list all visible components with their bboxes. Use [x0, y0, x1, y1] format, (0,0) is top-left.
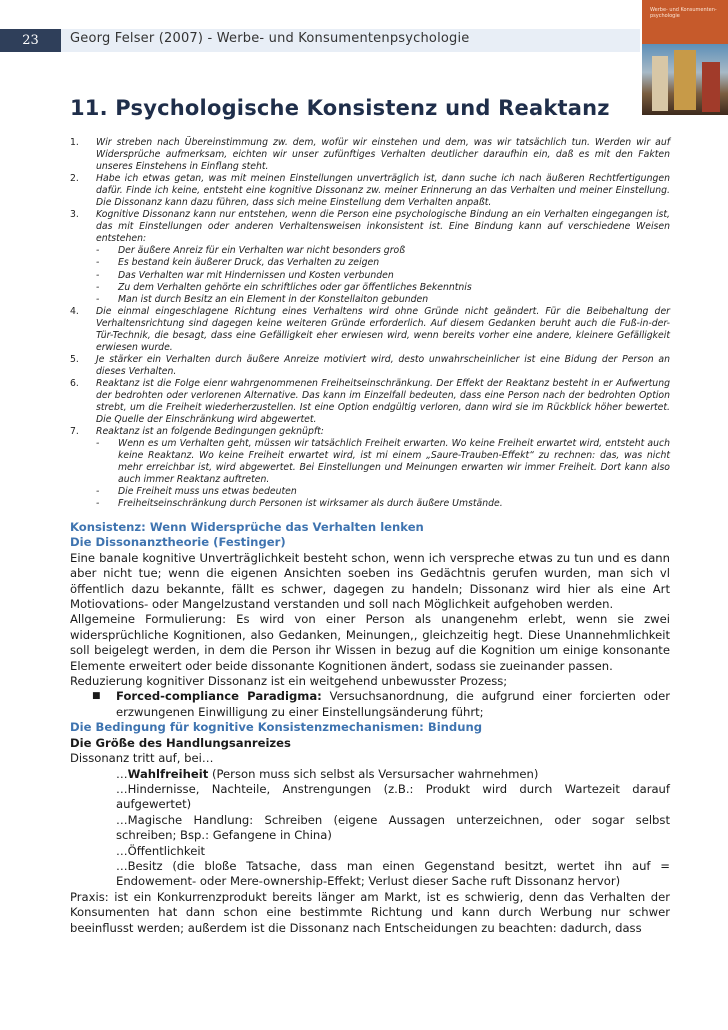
bullet-item: ■ Forced-compliance Paradigma: Versuchsanordnung, die aufgrund einer forcierten oder erzwungenen Einwilligung zu einer Einstellungsänderung führt;	[92, 689, 671, 719]
sub-item: - Der äußere Anreiz für ein Verhalten war nicht besonders groß	[96, 245, 406, 257]
paragraph: Praxis: ist ein Konkurrenzprodukt bereits länger am Markt, ist es schwierig, denn das Verhalten der Konsumenten hat dann schon eine bestimmte Richtung und kann durch Werbung nur schwer beeinflusst werden; außerdem ist die Dissonanz nach Entscheidungen zu beachten: dadurch, dass	[70, 889, 670, 935]
list-item: 3. Kognitive Dissonanz kann nur entstehen, wenn die Person eine psychologische Bindung an ein Verhalten eingegangen ist, das mit Einstellungen oder anderen Verhaltensweisen inkonsistent ist. Eine Bindung kann auf verschiedene Weisen entstehen: - Der äußere Anreiz für ein Verhalten war nicht besonders groß - Es bestand kein äußerer Druck, das Verhalten zu zeigen - Das Verhalten war mit Hindernissen und Kosten verbunden - Zu dem Verhalten gehörte ein schriftliches oder gar öffentliches Bekenntnis - Man ist durch Besitz an ein Element in der Konstellaiton gebunden	[70, 209, 670, 305]
indented-item: …Öffentlichkeit	[116, 843, 206, 858]
sub-item: - Man ist durch Besitz an ein Element in der Konstellaiton gebunden	[96, 293, 429, 305]
list-item: 6. Reaktanz ist die Folge eienr wahrgenommenen Freiheitseinschränkung. Der Effekt der Reaktanz besteht in er Aufwertung der bedrohten oder verlorenen Alternative. Das kann im Einzelfall bedeuten, dass eine Person nach der bedrohten Option strebt, um die Freiheit wiederherzustellen. Ist eine Option endgültig verloren, dann wird sie im Rückblick höher bewertet. Die Quelle der Einschränkung wird abgewertet.	[70, 377, 670, 426]
list-item: 4. Die einmal eingeschlagene Richtung eines Verhaltens wird ohne Gründe nicht geändert. Für die Beibehaltung der Verhaltensrichtung sind dagegen keine weiteren Gründe erforderlich. Auf diesem Gedanken beruht auch die Fuß-in-der-Tür-Technik, die besagt, dass eine Gefälligkeit eher erwiesen wird, wenn bereits vorher eine andere, kleinere Gefälligkeit erwiesen wurde.	[70, 305, 670, 353]
list-item: 2. Habe ich etwas getan, was mit meinen Einstellungen unverträglich ist, dann suche ich nach äußeren Rechtfertigungen dafür. Finde ich keine, entsteht eine kognitive Dissonanz zw. meiner Erinnerung an das Verhalten und meiner Einstellung. Die Dissonanz kann dazu führen, dass sich meine Einstellung dem Verhalten anpaßt.	[70, 173, 670, 209]
list-item: 5. Je stärker ein Verhalten durch äußere Anreize motiviert wird, desto unwahrscheinlicher ist eine Bidung der Person an dieses Verhalten.	[70, 353, 670, 377]
page-number: 23	[0, 29, 61, 52]
chapter-heading: 11. Psychologische Konsistenz und Reaktanz	[70, 96, 610, 120]
list-item: 1. Wir streben nach Übereinstimmung zw. dem, wofür wir einstehen und dem, was wir tatsächlich tun. Werden wir auf Widersprüche aufmerksam, eichten wir unser zufünftiges Verhalten deutlicher daraufhin ein, daß es mit den Fakten unseres Einstehens in Einflang steht.	[70, 137, 670, 173]
section-heading: Die Bedingung für kognitive Konsistenzmechanismen: Bindung	[70, 720, 483, 735]
paragraph: Eine banale kognitive Unverträglichkeit besteht schon, wenn ich verspreche etwas zu tun und es dann aber nicht tue; wenn die eigenen Ansichten soeben ins Gedächtnis gerufen wurden, man sich vl öffentlich dazu bekannte, fällt es schwer, dagegen zu handeln; Dissonanz wird hier als eine Art Motiovations- oder Mangelzustand verstanden und soll nach Möglichkeit aufgehoben werden.	[70, 550, 670, 612]
book-cover-image	[642, 0, 728, 115]
list-item-text: Die einmal eingeschlagene Richtung eines Verhaltens wird ohne Gründe nicht geändert. Für die Beibehaltung der Verhaltensrichtung sind dagegen keine weiteren Gründe erforderlich. Auf diesem Gedanken beruht auch die Fuß-in-der-Tür-Technik, die besagt, dass eine Gefälligkeit eher erwiesen wird, wenn bereits vorher eine andere, kleinere Gefälligkeit erwiesen wurde.	[96, 305, 670, 353]
paragraph: Reduzierung kognitiver Dissonanz ist ein weitgehend unbewusster Prozess;	[70, 674, 508, 689]
sub-item: - Wenn es um Verhalten geht, müssen wir tatsächlich Freiheit erwarten. Wo keine Freiheit erwartet wird, entsteht auch keine Reaktanz. Wo keine Freiheit erwartet wird, ist mi einem „Saure-Trauben-Effekt“ zu rechnen: das, was nicht mehr erreichbar ist, wird abgewertet. Bei Einstellungen und Meinungen erwarten wir immer Freiheit. Dort kann also auch immer Reaktanz auftreten.	[96, 438, 670, 486]
paragraph: Dissonanz tritt auf, bei…	[70, 751, 214, 766]
sub-item: - Freiheitseinschränkung durch Personen ist wirksamer als durch äußere Umstände.	[96, 498, 503, 510]
sub-item: - Die Freiheit muss uns etwas bedeuten	[96, 486, 297, 498]
indented-item: …Magische Handlung: Schreiben (eigene Aussagen unterzeichnen, oder sogar selbst schreiben; Bsp.: Gefangene in China)	[116, 812, 670, 843]
list-item-text: Je stärker ein Verhalten durch äußere Anreize motiviert wird, desto unwahrscheinlicher ist eine Bidung der Person an dieses Verhalten.	[96, 353, 670, 377]
section-heading: Konsistenz: Wenn Widersprüche das Verhalten lenken	[70, 520, 424, 534]
numbered-list	[70, 137, 670, 510]
body-section	[70, 520, 670, 936]
cover-label: Werbe- und Konsumenten-psychologie	[650, 7, 717, 19]
list-item-text: Wir streben nach Übereinstimmung zw. dem, wofür wir einstehen und dem, was wir tatsächlich tun. Werden wir auf Widersprüche aufmerksam, eichten wir unser zufünftiges Verhalten deutlicher daraufhin ein, daß es mit den Fakten unseres Einstehens in Einflang steht.	[96, 137, 670, 173]
list-item-text: Reaktanz ist an folgende Bedingungen geknüpft:	[96, 426, 324, 438]
list-item-text: Reaktanz ist die Folge eienr wahrgenommenen Freiheitseinschränkung. Der Effekt der Reaktanz besteht in er Aufwertung der bedrohten oder verlorenen Alternative. Das kann im Einzelfall bedeuten, dass eine Person nach der bedrohten Option strebt, um die Freiheit wiederherzustellen. Ist eine Option endgültig verloren, dann wird sie im Rückblick höher bewertet. Die Quelle der Einschränkung wird abgewertet.	[96, 377, 670, 426]
list-item-text: Kognitive Dissonanz kann nur entstehen, wenn die Person eine psychologische Bindung an ein Verhalten eingegangen ist, das mit Einstellungen oder anderen Verhaltensweisen inkonsistent ist. Eine Bindung kann auf verschiedene Weisen entstehen:	[96, 209, 670, 245]
sub-item: - Es bestand kein äußerer Druck, das Verhalten zu zeigen	[96, 257, 380, 269]
square-bullet-icon: ■	[92, 691, 101, 702]
page-header	[0, 0, 728, 60]
indented-item: …Besitz (die bloße Tatsache, dass man einen Gegenstand besitzt, wertet ihn auf = Endowement- oder Mere-ownership-Effekt; Verlust dieser Sache ruft Dissonanz hervor)	[116, 858, 670, 889]
indented-item: …Wahlfreiheit (Person muss sich selbst als Versursacher wahrnehmen)	[116, 766, 539, 781]
list-item-text: Habe ich etwas getan, was mit meinen Einstellungen unverträglich ist, dann suche ich nach äußeren Rechtfertigungen dafür. Finde ich keine, entsteht eine kognitive Dissonanz zw. meiner Erinnerung an das Verhalten und meiner Einstellung. Die Dissonanz kann dazu führen, dass sich meine Einstellung dem Verhalten anpaßt.	[96, 173, 670, 209]
paragraph: Allgemeine Formulierung: Es wird von einer Person als unangenehm erlebt, wenn sie zwei widersprüchliche Kognitionen, also Gedanken, Meinungen,, gleichzeitig hegt. Diese Unannehmlichkeit soll beigelegt werden, in dem die Person ihr Wissen in bezug auf die Kognition um einige konsonante Elemente erweitert oder beide dissonante Kognitionen ändert, sodass sie zueinander passen.	[70, 612, 670, 673]
list-item: 7. Reaktanz ist an folgende Bedingungen geknüpft: - Wenn es um Verhalten geht, müssen wir tatsächlich Freiheit erwarten. Wo keine Freiheit erwartet wird, entsteht auch keine Reaktanz. Wo keine Freiheit erwartet wird, ist mi einem „Saure-Trauben-Effekt“ zu rechnen: das, was nicht mehr erreichbar ist, wird abgewertet. Bei Einstellungen und Meinungen erwarten wir immer Freiheit. Dort kann also auch immer Reaktanz auftreten. - Die Freiheit muss uns etwas bedeuten - Freiheitseinschränkung durch Personen ist wirksamer als durch äußere Umstände.	[70, 426, 670, 510]
sub-heading: Die Größe des Handlungsanreizes	[70, 735, 291, 750]
header-title: Georg Felser (2007) - Werbe- und Konsumentenpsychologie	[70, 31, 470, 46]
section-heading: Die Dissonanztheorie (Festinger)	[70, 535, 286, 550]
indented-item: …Hindernisse, Nachteile, Anstrengungen (z.B.: Produkt wird durch Wartezeit darauf aufgewertet)	[116, 781, 670, 812]
sub-item: - Zu dem Verhalten gehörte ein schriftliches oder gar öffentliches Bekenntnis	[96, 281, 472, 293]
sub-item: - Das Verhalten war mit Hindernissen und Kosten verbunden	[96, 269, 394, 281]
